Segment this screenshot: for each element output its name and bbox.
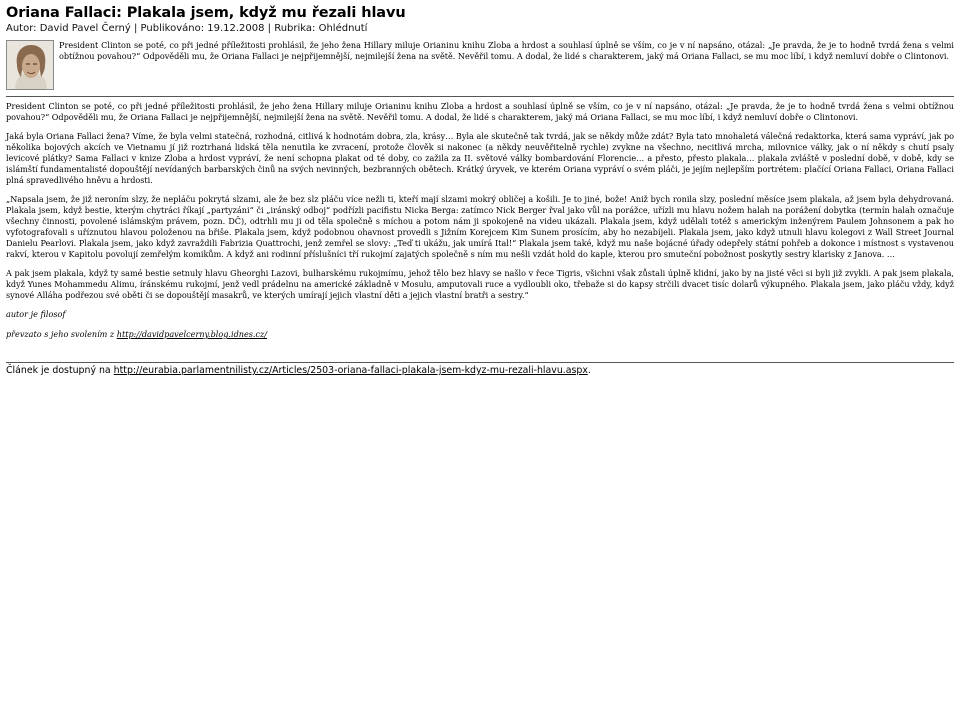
paragraph: A pak jsem plakala, když ty samé bestie setnuly hlavu Gheorghi Lazovi, bulharskému rukojmímu, jehož tělo bez hlavy se našlo v řece Tigris, všichni však zůstali úplně klidní, jako by na jisté věci si byli již zvykli. A pak jsem plakala, když Yunes Mohammedu Alimu, íránskému rukojmí, jenž vedl prádelnu na americké základně v Mosulu, amputovali ruce a vydloubli oko, třebaže si do kapsy strčili dvacet tisíc dolarů výkupného. Plakala jsem, jako pláču vždy, když synové Alláha podřezou své oběti či se dopouštějí masakrů, ve kterých umírají jejich vlastní děti a jejich vlastní bratři a sestry.“	[6, 268, 954, 300]
paragraph: „Napsala jsem, že již neroním slzy, že nepláču pokrytá slzami, ale že bez slz pláču více nežli ti, kteří mají slzami mokrý obličej a košili. Je to jiné, bože! Aniž bych ronila slzy, poslední měsíce jsem plakala, až jsem byla dehydrovaná. Plakala jsem, když bestie, kterým chytráci říkají „partyzáni“ či „iránský odboj“ podřízli pacifistu Nicka Berga: zatímco Nick Berger řval jako vůl na porážce, uřízli mu hlavu nožem halah na porážení dobytka (termín halah označuje všechny činnosti, povolené islámským právem, pozn. DČ), odtrhli mu ji od těla společně s míchou a potom nám ji spokojeně na videu ukázali. Plakala jsem, když udělali totéž s americkým inženýrem Paulem Johnsonem a pak ho vyfotografovali s uříznutou hlavou položenou na břiše. Plakala jsem, když podobnou ohavnost provedli s Jižním Korejcem Kim Sunem prosícím, aby ho nezabíjeli. Plakala jsem, jako když utnuli hlavu kolegovi z Wall Street Journal Danielu Pearlovi. Plakala jsem, jako když zavraždili Fabrizia Quattrochi, jenž zemřel se slovy: „Teď ti ukážu, jak umírá Ital!“ Plakala jsem také, když mu naše bojácné úřady odepřely státní pohřeb a dokonce i místnost s vystavenou rakví, kterou v Kapitolu povolují zemřelým komikům. A když ani rodinní příslušníci tří rukojmí zajatých společně s ním mu nešli vzdát hold do kaple, kterou pro smuteční pobožnost poskytly sestry klarisky z Janova. …	[6, 194, 954, 259]
divider	[6, 96, 954, 97]
article-perex	[6, 40, 954, 92]
source-note	[6, 329, 954, 340]
article-body	[6, 101, 954, 340]
source-link[interactable]: http://davidpavelcerny.blog.idnes.cz/	[116, 329, 268, 339]
footer	[6, 365, 954, 377]
perex-text: President Clinton se poté, co při jedné příležitosti prohlásil, že jeho žena Hillary miluje Orianinu knihu Zloba a hrdost a souhlasí úplně se vším, co je v ní napsáno, otázal: „Je pravda, že je to hodně tvrdá žena s velmi obtížnou povahou?“ Odpověděli mu, že Oriana Fallaci je nejpřijemnější, nejmilejší žena na světě. Nevěřil tomu. A dodal, že lidé s charakterem, jaký má Oriana Fallaci, se mu moc líbí, i když nemluví dobře o Clintonovi.	[59, 40, 954, 61]
author-note: autor je filosof	[6, 309, 66, 319]
footer-prefix: Článek je dostupný na	[6, 365, 114, 376]
paragraph: President Clinton se poté, co při jedné příležitosti prohlásil, že jeho žena Hillary miluje Orianinu knihu Zloba a hrdost a souhlasí úplně se vším, co je v ní napsáno, otázal: „Je pravda, že je to hodně tvrdá žena s velmi obtížnou povahou?“ Odpověděli mu, že Oriana Fallaci je nejpřijemnější, nejmilejší žena na světě. Nevěřil tomu. A dodal, že lidé s charakterem, jaký má Oriana Fallaci, se mu moc líbí, i když nemluví dobře o Clintonovi.	[6, 101, 954, 122]
paragraph: Jaká byla Oriana Fallaci žena? Víme, že byla velmi statečná, rozhodná, citlivá k hodnotám dobra, zla, krásy… Byla ale skutečně tak tvrdá, jak se někdy může zdát? Byla tato mnohaletá válečná redaktorka, která sama vypráví, jak po několika bojových akcích ve Vietnamu jí již roztrhaná lidská těla nenutila ke zvracení, protože člověk si nakonec (a někdy neuvěřitelně rychle) zvykne na všechno, necitlivá mrcha, milovnice války, jak o ní někdy s chutí psaly levicové plátky? Sama Fallaci v knize Zloba a hrdost vypráví, že není schopna plakat od té doby, co zažila za II. světové války bombardování Florencie… a přesto, přesto plakala… plakala zvláště v poslední době, v době, kdy se islámští fundamentalisté dopouštějí nevídaných barbarských činů na svých nevinných, bezbranných obětech. Krátký úryvek, ve kterém Oriana vypráví o svém pláči, je jejím nejlepším portrétem: plačící Oriana Fallaci, Oriana Fallaci plná spravedlivého hněvu a hrdosti.	[6, 131, 954, 185]
source-prefix: převzato s jeho svolením z	[6, 329, 117, 339]
article-url-link[interactable]: http://eurabia.parlamentnilisty.cz/Articles/2503-oriana-fallaci-plakala-jsem-kdyz-mu-rezali-hlavu.aspx	[113, 365, 588, 376]
footer-suffix: .	[587, 365, 591, 376]
footer-divider	[6, 362, 954, 363]
article-meta: Autor: David Pavel Černý | Publikováno: 19.12.2008 | Rubrika: Ohlédnutí	[6, 23, 368, 34]
article-title: Oriana Fallaci: Plakala jsem, když mu řezali hlavu	[6, 5, 406, 21]
article	[6, 5, 954, 349]
author-photo	[6, 40, 54, 90]
